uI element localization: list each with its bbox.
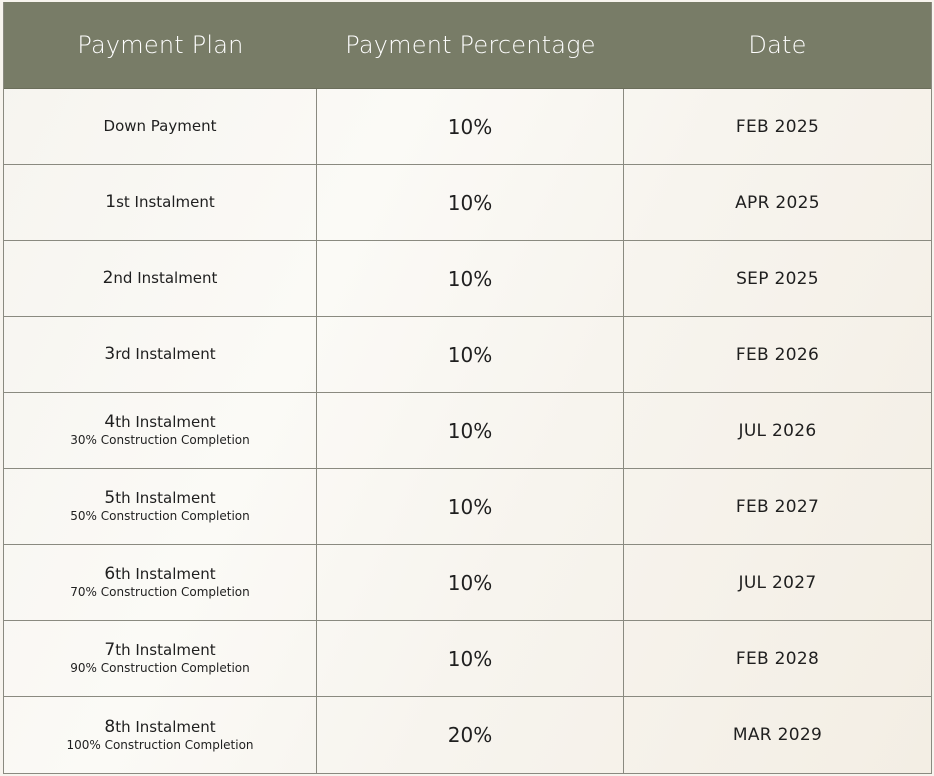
plan-label [104, 565, 215, 584]
date-cell: FEB 2025 [735, 116, 820, 137]
table-row [4, 89, 931, 165]
payment-plan-table [3, 2, 932, 774]
plan-text: Down Payment [103, 117, 217, 135]
table-row [4, 469, 931, 545]
header-date: Date [748, 31, 807, 59]
header-payment-plan: Payment Plan [77, 31, 244, 59]
plan-cell [4, 545, 317, 620]
plan-number: 6 [104, 564, 116, 584]
plan-number: 7 [104, 640, 116, 660]
plan-number: 2 [102, 268, 114, 288]
plan-text: th Instalment [115, 641, 216, 659]
plan-label [104, 641, 215, 660]
plan-subtitle: 70% Construction Completion [70, 585, 250, 599]
plan-label [104, 345, 215, 364]
date-cell: FEB 2026 [735, 344, 820, 365]
percentage-cell: 10% [317, 165, 624, 240]
percentage-cell: 10% [317, 89, 624, 164]
plan-number: 4 [104, 412, 116, 432]
plan-cell [4, 469, 317, 544]
percentage-cell: 10% [317, 393, 624, 468]
percentage-cell: 10% [317, 469, 624, 544]
plan-text: th Instalment [115, 413, 216, 431]
date-cell: APR 2025 [735, 192, 820, 213]
plan-cell [4, 317, 317, 392]
plan-text: th Instalment [115, 489, 216, 507]
plan-text: st Instalment [116, 193, 215, 211]
plan-label [104, 117, 217, 136]
plan-cell [4, 393, 317, 468]
plan-number: 1 [105, 192, 117, 212]
date-cell: FEB 2027 [735, 496, 820, 517]
table-row [4, 697, 931, 773]
plan-subtitle: 50% Construction Completion [70, 509, 250, 523]
plan-number: 3 [104, 344, 116, 364]
date-cell: JUL 2026 [738, 420, 817, 441]
table-row [4, 165, 931, 241]
plan-number: 5 [104, 488, 116, 508]
percentage-cell: 10% [317, 241, 624, 316]
plan-label [105, 193, 215, 212]
plan-cell [4, 621, 317, 696]
plan-subtitle: 100% Construction Completion [66, 737, 254, 752]
plan-text: th Instalment [115, 717, 216, 736]
table-row [4, 545, 931, 621]
plan-text: nd Instalment [113, 269, 218, 287]
date-cell: MAR 2029 [732, 725, 823, 745]
plan-number: 8 [104, 716, 116, 737]
plan-text: th Instalment [115, 565, 216, 583]
plan-subtitle: 90% Construction Completion [70, 661, 250, 675]
plan-label [104, 489, 215, 508]
plan-text: rd Instalment [115, 345, 216, 363]
plan-cell [4, 697, 317, 773]
plan-subtitle: 30% Construction Completion [70, 433, 250, 447]
percentage-cell: 10% [317, 621, 624, 696]
plan-label [103, 269, 218, 288]
plan-label [104, 413, 215, 432]
percentage-cell: 20% [317, 697, 624, 773]
plan-cell [4, 241, 317, 316]
plan-cell [4, 165, 317, 240]
date-cell: FEB 2028 [735, 648, 820, 669]
plan-label [104, 718, 215, 737]
table-row [4, 241, 931, 317]
date-cell: JUL 2027 [738, 572, 817, 593]
table-row [4, 317, 931, 393]
plan-cell [4, 89, 317, 164]
header-payment-percentage: Payment Percentage [345, 31, 596, 59]
table-row [4, 621, 931, 697]
table-row [4, 393, 931, 469]
date-cell: SEP 2025 [736, 268, 819, 289]
percentage-cell: 10% [317, 545, 624, 620]
table-header-row [4, 2, 931, 89]
percentage-cell: 10% [317, 317, 624, 392]
